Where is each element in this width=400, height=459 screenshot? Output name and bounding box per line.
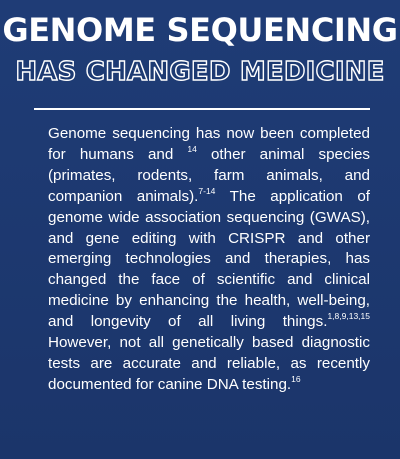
body-text-segment: other animal species (primates, rodents, farm animals, and companion animals). xyxy=(48,145,370,205)
citation-superscript: 14 xyxy=(187,143,197,154)
headline-secondary: HAS CHANGED MEDICINE xyxy=(15,57,385,87)
body-text-segment: The application of genome wide association sequencing (GWAS), and gene editing with CRISPR and other emerging technologies and therapies, has changed the face of scientific and clinical medicine by enhancing the health, well-being, and longevity of all living things. xyxy=(48,187,370,331)
citation-superscript: 7-14 xyxy=(198,185,216,196)
citation-superscript: 16 xyxy=(291,373,301,384)
citation-superscript: 1,8,9,13,15 xyxy=(327,311,370,322)
headline-primary: GENOME SEQUENCING xyxy=(2,11,398,49)
body-paragraph xyxy=(48,124,370,396)
body-text-segment: However, not all genetically based diagnostic tests are accurate and reliable, as recently documented for canine DNA testing. xyxy=(48,334,370,393)
body-text-segment: Genome sequencing has now been completed for humans and xyxy=(48,125,370,163)
divider-rule xyxy=(34,108,370,110)
